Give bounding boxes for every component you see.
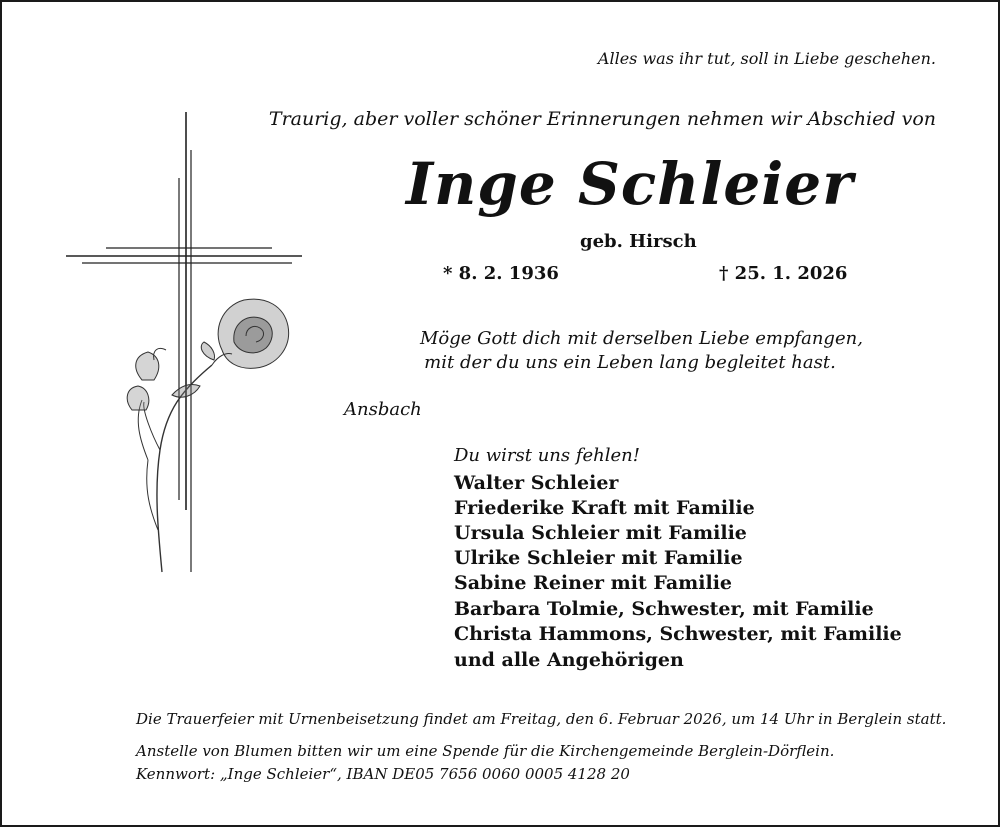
rose-icon xyxy=(127,299,288,572)
mourner-name: Walter Schleier xyxy=(454,472,619,494)
funeral-info: Die Trauerfeier mit Urnenbeisetzung findet am Freitag, den 6. Februar 2026, um 14 Uhr in Berglein statt. xyxy=(136,710,947,728)
verse-line: mit der du uns ein Leben lang begleitet hast. xyxy=(424,352,836,373)
mourner-name: Friederike Kraft mit Familie xyxy=(454,497,755,519)
donation-info: Anstelle von Blumen bitten wir um eine Spende für die Kirchengemeinde Berglein-Dörflein. xyxy=(136,742,835,760)
mourner-name: Christa Hammons, Schwester, mit Familie xyxy=(454,623,902,645)
birth-date: * 8. 2. 1936 xyxy=(443,263,559,284)
deceased-name: Inge Schleier xyxy=(406,150,854,218)
intro-line: Traurig, aber voller schöner Erinnerungen nehmen wir Abschied von xyxy=(268,108,936,130)
mourner-name: und alle Angehörigen xyxy=(454,649,684,671)
mourner-name: Ulrike Schleier mit Familie xyxy=(454,547,743,569)
farewell-line: Du wirst uns fehlen! xyxy=(454,445,640,466)
mourner-name: Sabine Reiner mit Familie xyxy=(454,572,732,594)
mourner-name: Barbara Tolmie, Schwester, mit Familie xyxy=(454,598,874,620)
cross-with-rose-illustration xyxy=(62,110,312,580)
motto-line: Alles was ihr tut, soll in Liebe geschehen. xyxy=(597,49,936,68)
maiden-name: geb. Hirsch xyxy=(580,231,697,252)
death-date: † 25. 1. 2026 xyxy=(719,263,848,284)
place-name: Ansbach xyxy=(344,399,422,420)
verse-line: Möge Gott dich mit derselben Liebe empfangen, xyxy=(420,328,863,349)
mourner-name: Ursula Schleier mit Familie xyxy=(454,522,747,544)
donation-reference: Kennwort: „Inge Schleier“, IBAN DE05 7656 0060 0005 4128 20 xyxy=(136,765,630,783)
